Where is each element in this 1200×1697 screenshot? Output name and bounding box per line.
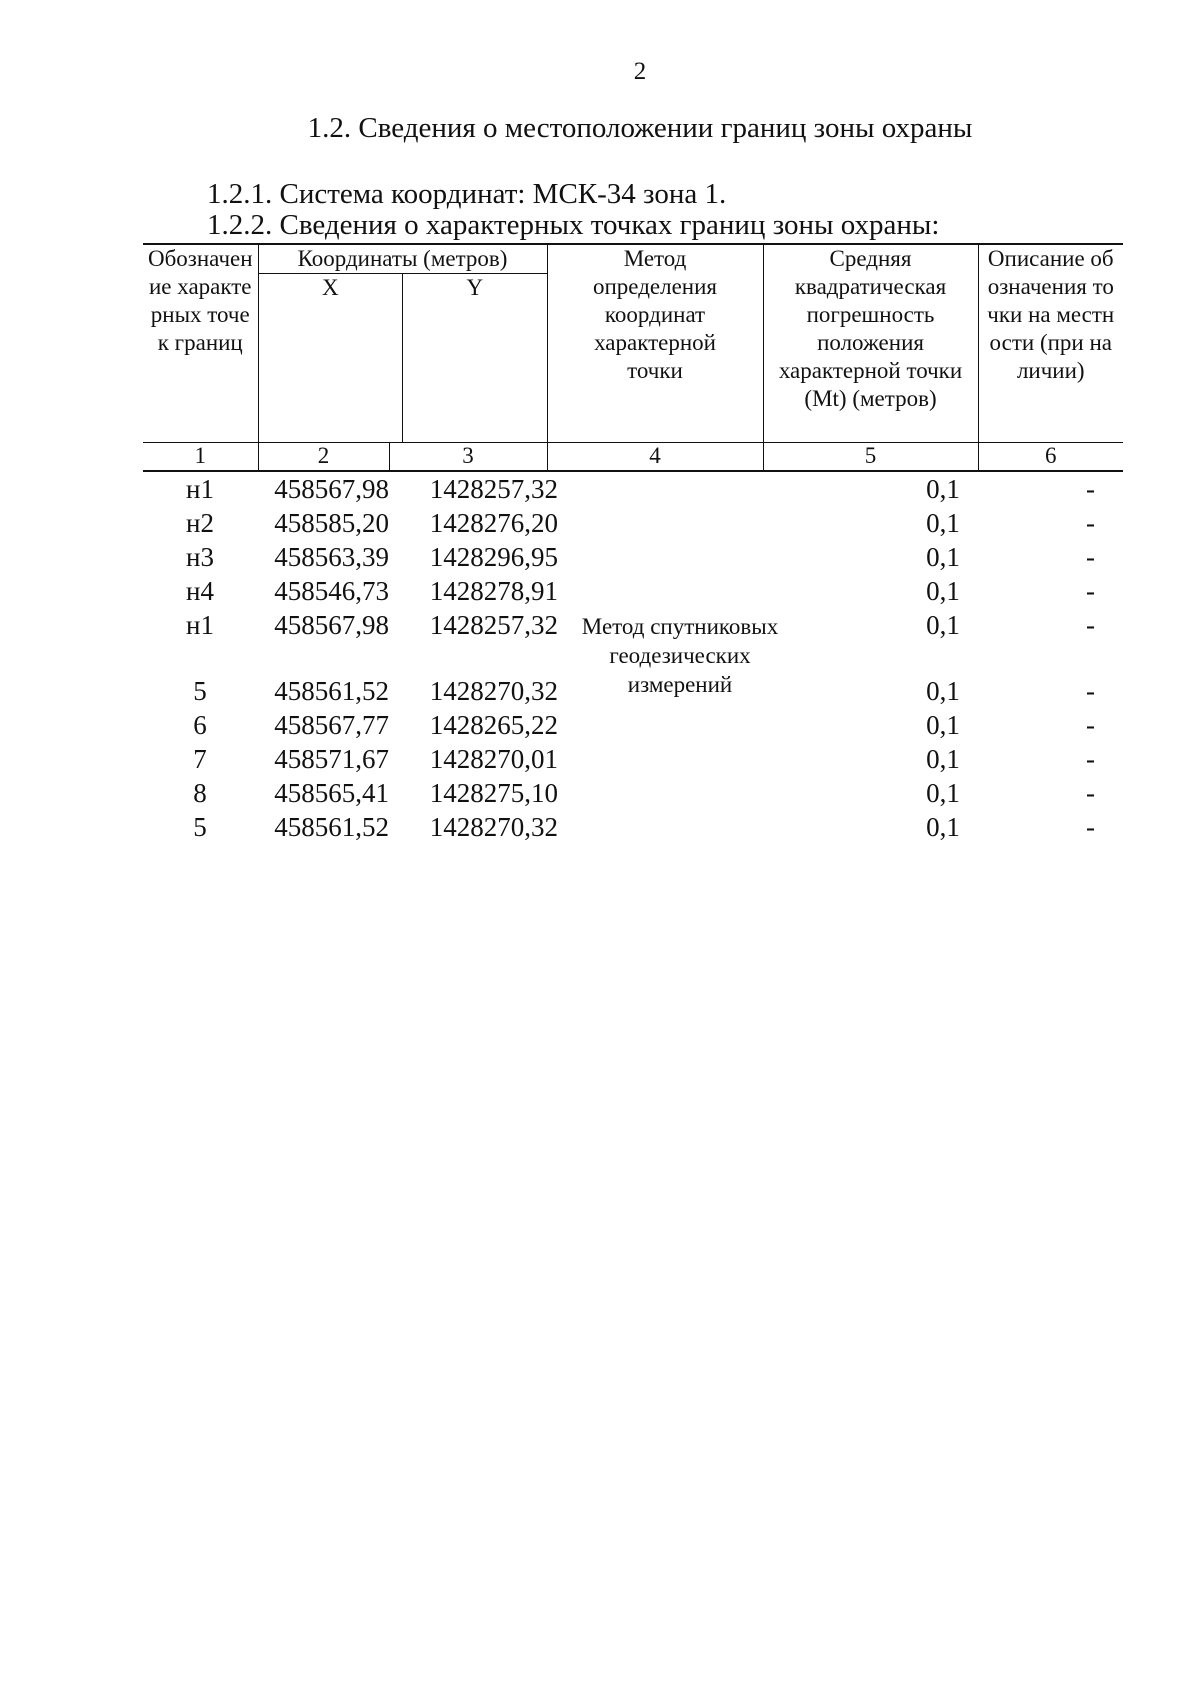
header-designation: Обозначение характерных точек границ bbox=[143, 244, 258, 443]
point-error: 0,1 bbox=[926, 778, 960, 808]
point-error: 0,1 bbox=[926, 542, 960, 572]
point-error: 0,1 bbox=[926, 676, 960, 706]
point-description: - bbox=[1086, 576, 1095, 606]
table-row bbox=[143, 542, 1123, 576]
point-label: н1 bbox=[186, 474, 214, 504]
header-error: Средняя квадратическая погрешность положения характерной точки (Мt) (метров) bbox=[763, 244, 978, 443]
point-x: 458565,41 bbox=[274, 778, 389, 808]
point-x: 458546,73 bbox=[274, 576, 389, 606]
point-error: 0,1 bbox=[926, 474, 960, 504]
header-coordinates bbox=[258, 244, 547, 443]
point-label: н3 bbox=[186, 542, 214, 572]
point-label: н4 bbox=[186, 576, 214, 606]
point-x: 458585,20 bbox=[274, 508, 389, 538]
point-label: 6 bbox=[193, 710, 207, 740]
point-y: 1428265,22 bbox=[429, 710, 558, 740]
point-error: 0,1 bbox=[926, 812, 960, 842]
point-y: 1428257,32 bbox=[429, 610, 558, 640]
column-number: 5 bbox=[763, 443, 978, 472]
table-row bbox=[143, 812, 1123, 846]
table-row bbox=[143, 474, 1123, 508]
coordinate-system-heading: 1.2.1. Система координат: МСК-34 зона 1. bbox=[207, 178, 727, 210]
point-x: 458567,98 bbox=[274, 610, 389, 640]
point-label: 7 bbox=[193, 744, 207, 774]
point-y: 1428270,01 bbox=[429, 744, 558, 774]
point-x: 458561,52 bbox=[274, 812, 389, 842]
point-description: - bbox=[1086, 610, 1095, 640]
section-title: 1.2. Сведения о местоположении границ зоны охраны bbox=[307, 112, 973, 144]
point-description: - bbox=[1086, 676, 1095, 706]
point-description: - bbox=[1086, 744, 1095, 774]
column-number: 2 bbox=[258, 443, 389, 472]
point-x: 458561,52 bbox=[274, 676, 389, 706]
header-y: Y bbox=[466, 275, 484, 300]
point-x: 458563,39 bbox=[274, 542, 389, 572]
column-number: 1 bbox=[143, 443, 258, 472]
point-error: 0,1 bbox=[926, 508, 960, 538]
header-x: X bbox=[259, 274, 404, 442]
point-description: - bbox=[1086, 474, 1095, 504]
point-y: 1428278,91 bbox=[429, 576, 558, 606]
point-label: 8 bbox=[193, 778, 207, 808]
point-description: - bbox=[1086, 508, 1095, 538]
point-y: 1428296,95 bbox=[429, 542, 558, 572]
point-description: - bbox=[1086, 778, 1095, 808]
method-value: Метод спутниковых геодезических измерений bbox=[581, 614, 779, 697]
point-y: 1428270,32 bbox=[429, 812, 558, 842]
point-y: 1428257,32 bbox=[429, 474, 558, 504]
table-row bbox=[143, 710, 1123, 744]
header-coordinates-label: Координаты (метров) bbox=[259, 245, 547, 274]
boundary-points-table-header bbox=[143, 243, 1123, 472]
column-number: 6 bbox=[978, 443, 1123, 472]
point-error: 0,1 bbox=[926, 744, 960, 774]
point-x: 458571,67 bbox=[274, 744, 389, 774]
column-number: 3 bbox=[389, 443, 547, 472]
point-label: 5 bbox=[193, 676, 207, 706]
point-description: - bbox=[1086, 542, 1095, 572]
header-method: Метод определения координат характерной точки bbox=[547, 244, 763, 443]
point-label: н2 bbox=[186, 508, 214, 538]
boundary-points-heading: 1.2.2. Сведения о характерных точках границ зоны охраны: bbox=[207, 209, 940, 241]
table-row bbox=[143, 508, 1123, 542]
table-row bbox=[143, 576, 1123, 610]
page-number: 2 bbox=[633, 58, 647, 85]
point-y: 1428275,10 bbox=[429, 778, 558, 808]
table-row bbox=[143, 744, 1123, 778]
point-y: 1428276,20 bbox=[429, 508, 558, 538]
point-y: 1428270,32 bbox=[429, 676, 558, 706]
point-description: - bbox=[1086, 812, 1095, 842]
point-error: 0,1 bbox=[926, 576, 960, 606]
point-label: 5 bbox=[193, 812, 207, 842]
point-x: 458567,77 bbox=[274, 710, 389, 740]
column-number: 4 bbox=[547, 443, 763, 472]
point-x: 458567,98 bbox=[274, 474, 389, 504]
point-error: 0,1 bbox=[926, 610, 960, 640]
header-description: Описание обозначения точки на местности (при наличии) bbox=[978, 244, 1123, 443]
point-error: 0,1 bbox=[926, 710, 960, 740]
point-label: н1 bbox=[186, 610, 214, 640]
table-row bbox=[143, 778, 1123, 812]
point-description: - bbox=[1086, 710, 1095, 740]
